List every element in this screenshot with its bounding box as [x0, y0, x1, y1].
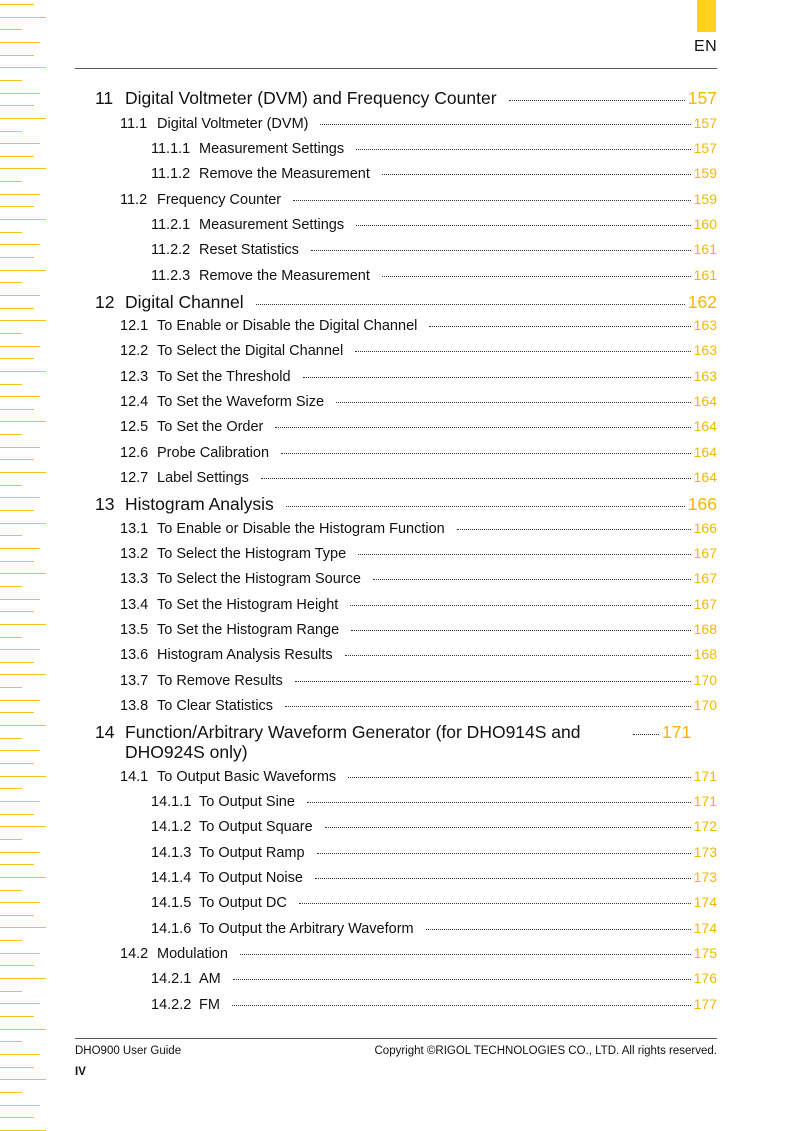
- toc-entry[interactable]: [75, 393, 717, 410]
- toc-entry-number: 13.7: [120, 673, 149, 689]
- toc-dot-leader: [509, 100, 685, 101]
- ruler-tick: [0, 814, 34, 815]
- toc-dot-leader: [240, 954, 691, 955]
- toc-entry-page[interactable]: 161: [693, 241, 717, 257]
- ruler-tick: [0, 915, 34, 916]
- toc-dot-leader: [351, 630, 690, 631]
- toc-dot-leader: [457, 529, 691, 530]
- toc-entry[interactable]: [75, 520, 717, 537]
- toc-entry-page[interactable]: 168: [693, 621, 717, 637]
- toc-entry[interactable]: [75, 869, 717, 886]
- toc-entry-title: To Clear Statistics: [157, 698, 274, 714]
- toc-entry-number: 14.2.1: [151, 971, 192, 987]
- ruler-tick: [0, 700, 40, 701]
- ruler-tick: [0, 105, 34, 106]
- ruler-tick: [0, 750, 40, 751]
- toc-entry-number: 13: [95, 494, 115, 514]
- toc-dot-leader: [295, 681, 691, 682]
- toc-entry-page[interactable]: 163: [693, 368, 717, 384]
- toc-entry-page[interactable]: 174: [693, 894, 717, 910]
- toc-dot-leader: [373, 579, 691, 580]
- toc-entry-number: 11.2.3: [151, 268, 191, 284]
- toc-entry[interactable]: [75, 545, 717, 562]
- toc-entry[interactable]: [75, 722, 717, 762]
- toc-entry-title: Histogram Analysis: [125, 494, 274, 514]
- ruler-tick: [0, 877, 46, 878]
- ruler-tick: [0, 902, 40, 903]
- toc-entry-number: 13.8: [120, 698, 149, 714]
- toc-entry[interactable]: [75, 844, 717, 861]
- toc-entry-number: 12.1: [120, 318, 149, 334]
- ruler-tick: [0, 257, 34, 258]
- toc-entry-number: 14.2: [120, 946, 149, 962]
- ruler-tick: [0, 143, 40, 144]
- toc-entry-page[interactable]: 167: [693, 570, 717, 586]
- toc-entry-page[interactable]: 170: [693, 697, 717, 713]
- toc-dot-leader: [281, 453, 691, 454]
- toc-entry[interactable]: [75, 570, 717, 587]
- toc-entry[interactable]: [75, 920, 717, 937]
- ruler-tick: [0, 346, 40, 347]
- toc-entry[interactable]: [75, 646, 717, 663]
- ruler-tick: [0, 852, 40, 853]
- ruler-tick: [0, 965, 34, 966]
- ruler-tick: [0, 447, 40, 448]
- ruler-tick: [0, 396, 40, 397]
- toc-entry-number: 12.2: [120, 343, 149, 359]
- toc-entry-title: To Set the Waveform Size: [157, 394, 325, 410]
- toc-dot-leader: [233, 979, 691, 980]
- toc-entry-title: To Output Ramp: [199, 845, 305, 861]
- toc-entry[interactable]: [75, 894, 717, 911]
- ruler-tick: [0, 953, 40, 954]
- ruler-tick: [0, 1117, 34, 1118]
- toc-entry-number: 13.6: [120, 647, 149, 663]
- toc-entry-number: 14.1.2: [151, 819, 192, 835]
- toc-entry-title: To Select the Histogram Source: [157, 571, 361, 587]
- toc-entry-page[interactable]: 167: [693, 596, 717, 612]
- toc-dot-leader: [382, 276, 691, 277]
- ruler-tick: [0, 1067, 34, 1068]
- toc-entry-title: To Remove Results: [157, 673, 283, 689]
- toc-entry-number: 11.1.1: [151, 141, 191, 157]
- footer-copyright: Copyright ©RIGOL TECHNOLOGIES CO., LTD. All rights reserved.: [374, 1045, 717, 1057]
- ruler-tick: [0, 156, 34, 157]
- toc-entry[interactable]: [75, 368, 717, 385]
- toc-entry[interactable]: [75, 768, 717, 785]
- toc-dot-leader: [426, 929, 691, 930]
- toc-entry[interactable]: [75, 672, 717, 689]
- toc-dot-leader: [261, 478, 691, 479]
- toc-entry-title: To Set the Order: [157, 419, 264, 435]
- ruler-tick: [0, 42, 40, 43]
- toc-entry[interactable]: [75, 267, 717, 284]
- toc-dot-leader: [633, 734, 659, 735]
- toc-entry-title: To Output Basic Waveforms: [157, 769, 337, 785]
- toc-entry-page[interactable]: 164: [693, 444, 717, 460]
- toc-dot-leader: [303, 377, 691, 378]
- ruler-tick: [0, 826, 46, 827]
- toc-entry-number: 13.2: [120, 546, 149, 562]
- toc-entry-title: Digital Channel: [125, 292, 244, 312]
- toc-dot-leader: [311, 250, 691, 251]
- footer-document-title: DHO900 User Guide: [75, 1045, 182, 1057]
- ruler-tick: [0, 1016, 34, 1017]
- toc-entry-title: Modulation: [157, 946, 228, 962]
- ruler-tick: [0, 485, 22, 486]
- toc-entry[interactable]: [75, 317, 717, 334]
- toc-entry-number: 14.1.6: [151, 921, 192, 937]
- ruler-tick: [0, 244, 40, 245]
- toc-entry-title: Digital Voltmeter (DVM): [157, 116, 309, 132]
- toc-entry-title: Digital Voltmeter (DVM) and Frequency Counter: [125, 88, 497, 108]
- margin-ruler-decoration: [0, 0, 46, 1122]
- ruler-tick: [0, 535, 22, 536]
- toc-entry-number: 14: [95, 722, 115, 742]
- ruler-tick: [0, 611, 34, 612]
- toc-entry[interactable]: [75, 945, 717, 962]
- ruler-tick: [0, 776, 46, 777]
- toc-entry-title: FM: [199, 997, 220, 1013]
- toc-entry-title: Frequency Counter: [157, 192, 282, 208]
- ruler-tick: [0, 55, 34, 56]
- ruler-tick: [0, 788, 22, 789]
- language-label: EN: [694, 38, 718, 55]
- toc-entry-page[interactable]: 171: [693, 793, 717, 809]
- toc-entry-title: To Output Sine: [199, 794, 295, 810]
- toc-entry-number: 11.1.2: [151, 166, 191, 182]
- toc-dot-leader: [348, 777, 690, 778]
- ruler-tick: [0, 80, 22, 81]
- ruler-tick: [0, 890, 22, 891]
- toc-dot-leader: [307, 802, 691, 803]
- toc-dot-leader: [356, 225, 691, 226]
- toc-entry-number: 11.2.1: [151, 217, 191, 233]
- toc-entry-page[interactable]: 164: [693, 469, 717, 485]
- toc-dot-leader: [325, 827, 691, 828]
- toc-entry-page[interactable]: 173: [693, 844, 717, 860]
- header-rule: [75, 68, 717, 69]
- ruler-tick: [0, 687, 22, 688]
- toc-entry-page[interactable]: 157: [693, 140, 717, 156]
- toc-dot-leader: [317, 853, 691, 854]
- ruler-tick: [0, 17, 46, 18]
- ruler-tick: [0, 1105, 40, 1106]
- ruler-tick: [0, 93, 40, 94]
- ruler-tick: [0, 1041, 22, 1042]
- toc-entry-title: To Enable or Disable the Digital Channel: [157, 318, 418, 334]
- toc-entry-number: 12.7: [120, 470, 149, 486]
- toc-entry-number: 14.2.2: [151, 997, 192, 1013]
- toc-entry-page[interactable]: 167: [693, 545, 717, 561]
- ruler-tick: [0, 181, 22, 182]
- toc-entry-title: To Set the Histogram Range: [157, 622, 340, 638]
- ruler-tick: [0, 472, 46, 473]
- ruler-tick: [0, 674, 46, 675]
- language-tab-marker: [697, 0, 716, 32]
- toc-entry[interactable]: [75, 88, 717, 109]
- toc-entry-number: 11.2: [120, 192, 148, 208]
- toc-entry[interactable]: [75, 469, 717, 486]
- toc-entry-number: 11.1: [120, 116, 148, 132]
- ruler-tick: [0, 497, 40, 498]
- toc-entry-number: 13.4: [120, 597, 149, 613]
- ruler-tick: [0, 1092, 22, 1093]
- toc-entry[interactable]: [75, 241, 717, 258]
- ruler-tick: [0, 308, 34, 309]
- ruler-tick: [0, 409, 34, 410]
- toc-entry[interactable]: [75, 970, 717, 987]
- toc-entry-title: To Select the Digital Channel: [157, 343, 344, 359]
- ruler-tick: [0, 320, 46, 321]
- toc-dot-leader: [256, 304, 685, 305]
- ruler-tick: [0, 194, 40, 195]
- toc-dot-leader: [315, 878, 691, 879]
- toc-entry-title: Remove the Measurement: [199, 166, 370, 182]
- toc-entry[interactable]: [75, 996, 717, 1013]
- ruler-tick: [0, 421, 46, 422]
- toc-entry-number: 11: [95, 88, 114, 108]
- toc-entry-page[interactable]: 174: [693, 920, 717, 936]
- ruler-tick: [0, 573, 46, 574]
- toc-entry-page[interactable]: 172: [693, 818, 717, 834]
- toc-entry-page[interactable]: 168: [693, 646, 717, 662]
- toc-dot-leader: [382, 174, 691, 175]
- footer-rule: [75, 1038, 717, 1039]
- toc-entry-title: To Set the Histogram Height: [157, 597, 339, 613]
- toc-entry-page[interactable]: 160: [693, 216, 717, 232]
- ruler-tick: [0, 295, 40, 296]
- toc-entry-page[interactable]: 166: [687, 494, 717, 514]
- toc-dot-leader: [320, 124, 690, 125]
- toc-entry-page[interactable]: 166: [693, 520, 717, 536]
- ruler-tick: [0, 725, 46, 726]
- ruler-tick: [0, 333, 22, 334]
- toc-dot-leader: [293, 200, 691, 201]
- toc-entry-page[interactable]: 171: [662, 722, 692, 742]
- ruler-tick: [0, 4, 34, 5]
- toc-entry-page[interactable]: 164: [693, 393, 717, 409]
- toc-entry-title: AM: [199, 971, 221, 987]
- ruler-tick: [0, 459, 34, 460]
- ruler-tick: [0, 548, 40, 549]
- toc-entry-number: 12.5: [120, 419, 149, 435]
- ruler-tick: [0, 839, 22, 840]
- toc-entry[interactable]: [75, 444, 717, 461]
- toc-entry-page[interactable]: 157: [687, 88, 717, 108]
- toc-entry-number: 11.2.2: [151, 242, 191, 258]
- ruler-tick: [0, 637, 22, 638]
- ruler-tick: [0, 1054, 40, 1055]
- toc-entry-title: Label Settings: [157, 470, 249, 486]
- ruler-tick: [0, 1029, 46, 1030]
- ruler-tick: [0, 991, 22, 992]
- toc-entry-title: To Set the Threshold: [157, 369, 291, 385]
- toc-entry[interactable]: [75, 621, 717, 638]
- toc-entry[interactable]: [75, 115, 717, 132]
- toc-entry[interactable]: [75, 216, 717, 233]
- toc-entry-number: 13.3: [120, 571, 149, 587]
- toc-entry-page[interactable]: 157: [693, 115, 717, 131]
- toc-entry-page[interactable]: 163: [693, 342, 717, 358]
- ruler-tick: [0, 131, 22, 132]
- toc-entry-number: 12.4: [120, 394, 149, 410]
- toc-entry-title: Measurement Settings: [199, 217, 345, 233]
- toc-entry-page[interactable]: 163: [693, 317, 717, 333]
- toc-entry-number: 12.3: [120, 369, 149, 385]
- toc-dot-leader: [358, 554, 691, 555]
- toc-entry-page[interactable]: 159: [693, 165, 717, 181]
- toc-entry-number: 14.1: [120, 769, 149, 785]
- toc-entry-number: 14.1.1: [151, 794, 192, 810]
- toc-entry[interactable]: [75, 292, 717, 313]
- toc-entry-title: To Select the Histogram Type: [157, 546, 347, 562]
- toc-entry[interactable]: [75, 165, 717, 182]
- toc-entry-page[interactable]: 173: [693, 869, 717, 885]
- ruler-tick: [0, 358, 34, 359]
- toc-entry[interactable]: [75, 793, 717, 810]
- toc-entry-title: To Output Noise: [199, 870, 303, 886]
- ruler-tick: [0, 206, 34, 207]
- toc-entry-title: To Output DC: [199, 895, 287, 911]
- toc-dot-leader: [355, 351, 690, 352]
- toc-entry[interactable]: [75, 494, 717, 515]
- ruler-tick: [0, 232, 22, 233]
- toc-entry-page[interactable]: 164: [693, 418, 717, 434]
- toc-dot-leader: [336, 402, 691, 403]
- toc-entry-number: 14.1.5: [151, 895, 192, 911]
- toc-entry-page[interactable]: 176: [693, 970, 717, 986]
- ruler-tick: [0, 219, 46, 220]
- toc-entry[interactable]: [75, 818, 717, 835]
- toc-dot-leader: [429, 326, 690, 327]
- ruler-tick: [0, 738, 22, 739]
- ruler-tick: [0, 978, 46, 979]
- toc-entry-number: 14.1.3: [151, 845, 192, 861]
- ruler-tick: [0, 118, 46, 119]
- toc-entry-page[interactable]: 171: [693, 768, 717, 784]
- ruler-tick: [0, 168, 46, 169]
- toc-entry-page[interactable]: 161: [693, 267, 717, 283]
- toc-dot-leader: [356, 149, 691, 150]
- toc-entry-number: 13.1: [120, 521, 149, 537]
- page-number: IV: [75, 1066, 86, 1078]
- ruler-tick: [0, 712, 34, 713]
- toc-entry-page[interactable]: 162: [687, 292, 717, 312]
- toc-entry-title: Remove the Measurement: [199, 268, 370, 284]
- toc-entry[interactable]: [75, 140, 717, 157]
- ruler-tick: [0, 586, 22, 587]
- ruler-tick: [0, 29, 22, 30]
- ruler-tick: [0, 270, 46, 271]
- ruler-tick: [0, 649, 40, 650]
- toc-entry-title: Reset Statistics: [199, 242, 299, 258]
- ruler-tick: [0, 599, 40, 600]
- toc-entry-page[interactable]: 170: [693, 672, 717, 688]
- toc-entry[interactable]: [75, 418, 717, 435]
- ruler-tick: [0, 561, 34, 562]
- ruler-tick: [0, 624, 46, 625]
- toc-entry-title: Histogram Analysis Results: [157, 647, 333, 663]
- toc-entry-page[interactable]: 177: [693, 996, 717, 1012]
- ruler-tick: [0, 1003, 40, 1004]
- toc-entry-title: To Enable or Disable the Histogram Function: [157, 521, 445, 537]
- ruler-tick: [0, 371, 46, 372]
- toc-entry-title: Function/Arbitrary Waveform Generator (for DHO914S and DHO924S only): [125, 722, 581, 762]
- toc-entry-title: To Output Square: [199, 819, 313, 835]
- toc-entry[interactable]: [75, 191, 717, 208]
- ruler-tick: [0, 864, 34, 865]
- toc-entry-page[interactable]: 159: [693, 191, 717, 207]
- ruler-tick: [0, 523, 46, 524]
- toc-dot-leader: [232, 1005, 691, 1006]
- toc-entry-title: Measurement Settings: [199, 141, 345, 157]
- toc-entry-title: Probe Calibration: [157, 445, 270, 461]
- toc-entry[interactable]: [75, 596, 717, 613]
- ruler-tick: [0, 510, 34, 511]
- toc-entry-number: 14.1.4: [151, 870, 192, 886]
- toc-dot-leader: [299, 903, 691, 904]
- toc-entry-number: 12: [95, 292, 115, 312]
- toc-entry-number: 12.6: [120, 445, 149, 461]
- ruler-tick: [0, 927, 46, 928]
- ruler-tick: [0, 384, 22, 385]
- toc-entry[interactable]: [75, 342, 717, 359]
- ruler-tick: [0, 763, 34, 764]
- toc-entry-page[interactable]: 175: [693, 945, 717, 961]
- ruler-tick: [0, 662, 34, 663]
- toc-dot-leader: [285, 706, 691, 707]
- ruler-tick: [0, 434, 22, 435]
- toc-dot-leader: [350, 605, 690, 606]
- ruler-tick: [0, 67, 46, 68]
- ruler-tick: [0, 801, 40, 802]
- toc-entry[interactable]: [75, 697, 717, 714]
- ruler-tick: [0, 1079, 46, 1080]
- toc-entry-number: 13.5: [120, 622, 149, 638]
- toc-entry-title: To Output the Arbitrary Waveform: [199, 921, 414, 937]
- toc-dot-leader: [345, 655, 691, 656]
- toc-dot-leader: [275, 427, 690, 428]
- ruler-tick: [0, 282, 22, 283]
- toc-dot-leader: [286, 506, 685, 507]
- ruler-tick: [0, 940, 22, 941]
